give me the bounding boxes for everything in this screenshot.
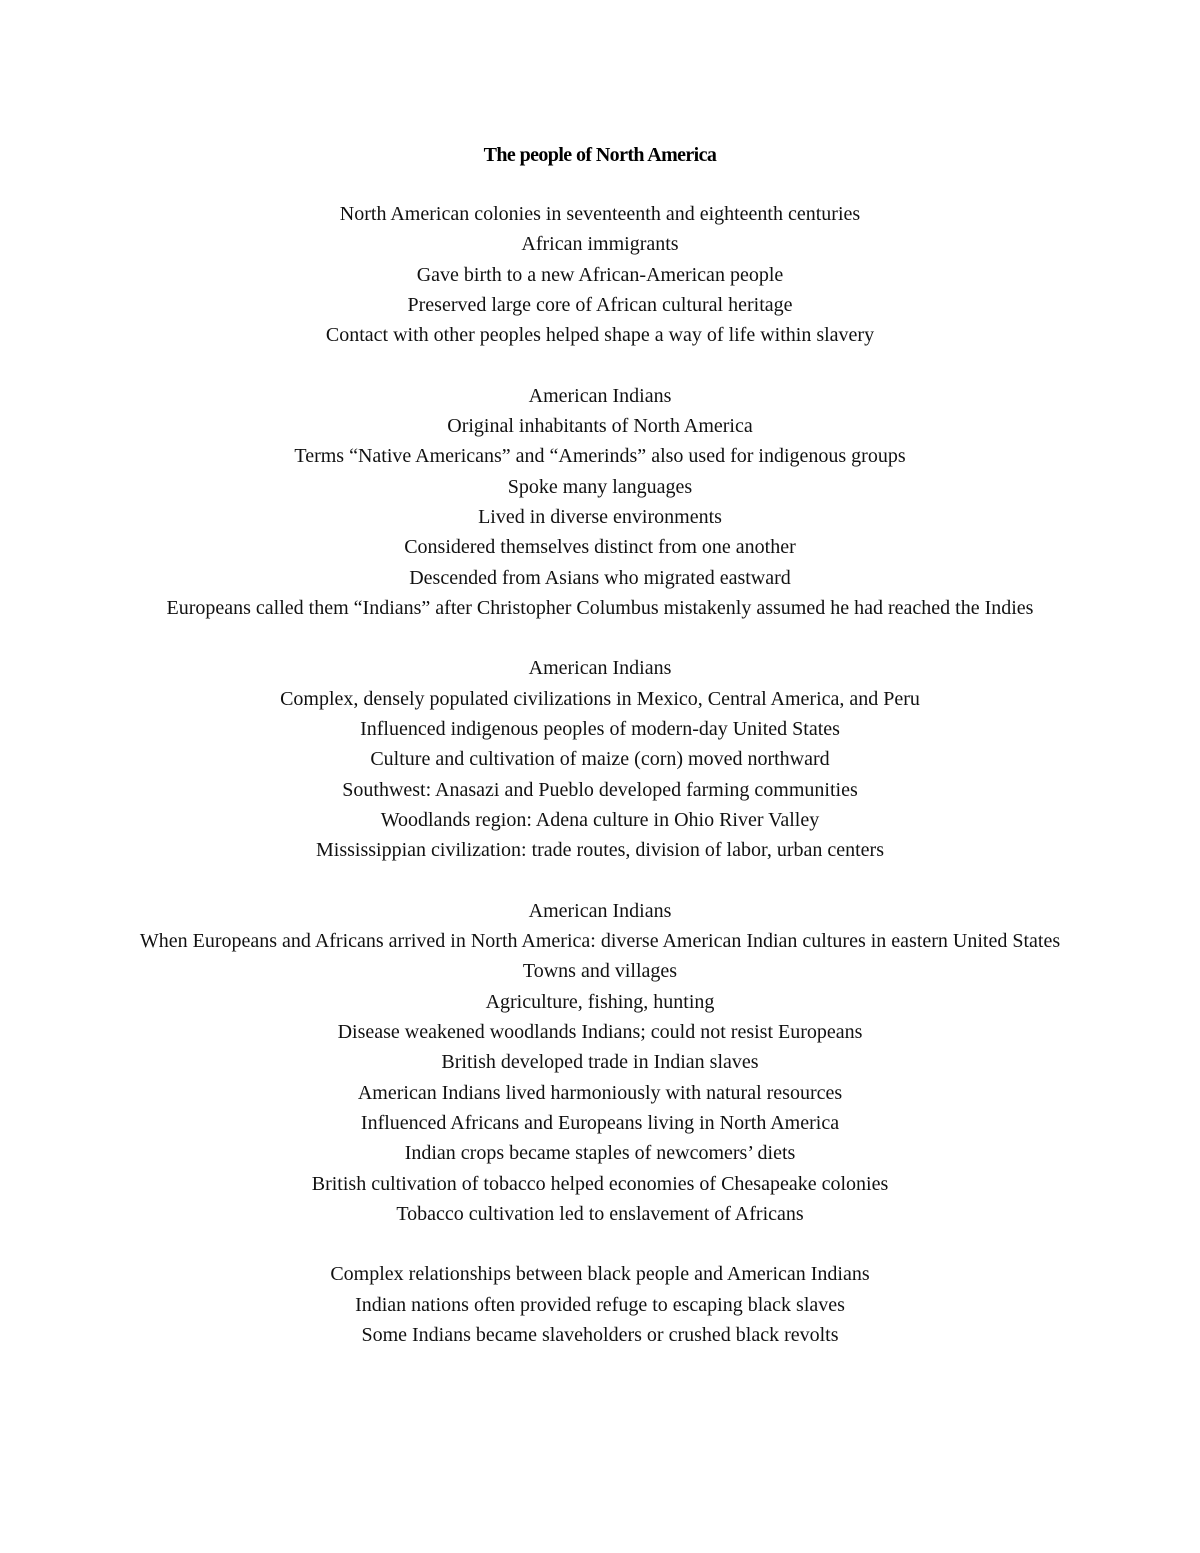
text-line: North American colonies in seventeenth and eighteenth centuries (339, 203, 861, 225)
text-line: American Indians lived harmoniously with natural resources (357, 1081, 843, 1104)
section-heading: American Indians (528, 384, 672, 407)
text-line: Preserved large core of African cultural heritage (407, 293, 793, 316)
text-line: Complex, densely populated civilizations in Mexico, Central America, and Peru (280, 687, 920, 710)
text-line: Europeans called them “Indians” after Christopher Columbus mistakenly assumed he had reached the Indies (166, 596, 1034, 619)
text-line: Some Indians became slaveholders or crushed black revolts (361, 1323, 839, 1346)
text-line: Disease weakened woodlands Indians; could not resist Europeans (337, 1021, 863, 1044)
text-line: Mississippian civilization: trade routes, division of labor, urban centers (316, 839, 884, 862)
text-line: Original inhabitants of North America (447, 415, 753, 438)
text-line: Spoke many languages (507, 475, 693, 498)
text-line: Influenced indigenous peoples of modern-day United States (360, 718, 840, 741)
text-line: When Europeans and Africans arrived in North America: diverse American Indian cultures in eastern United States (139, 930, 1061, 953)
text-line: Contact with other peoples helped shape a way of life within slavery (325, 324, 875, 347)
text-line: Woodlands region: Adena culture in Ohio River Valley (380, 808, 820, 831)
text-line: African immigrants (521, 233, 679, 256)
document-body (120, 199, 1080, 1350)
text-line: Influenced Africans and Europeans living in North America (360, 1111, 840, 1134)
text-line: Indian crops became staples of newcomers’ diets (404, 1142, 796, 1165)
text-line: Lived in diverse environments (478, 505, 722, 528)
section-colonies (120, 199, 1080, 350)
text-line: Descended from Asians who migrated eastward (409, 566, 791, 589)
text-line: Terms “Native Americans” and “Amerinds” also used for indigenous groups (294, 445, 906, 468)
text-line: British developed trade in Indian slaves (441, 1051, 759, 1074)
text-line: Complex relationships between black people and American Indians (330, 1263, 870, 1286)
text-line: Considered themselves distinct from one another (404, 536, 796, 559)
document-title: The people of North America (483, 144, 717, 166)
section-american-indians-origins (120, 381, 1080, 623)
text-line: Gave birth to a new African-American people (416, 263, 784, 286)
text-line: Indian nations often provided refuge to escaping black slaves (355, 1293, 845, 1316)
text-line: Towns and villages (522, 960, 678, 983)
text-line: Southwest: Anasazi and Pueblo developed farming communities (342, 778, 858, 801)
section-relationships (120, 1259, 1080, 1350)
section-american-indians-contact (120, 896, 1080, 1229)
text-line: Tobacco cultivation led to enslavement of Africans (396, 1202, 804, 1225)
text-line: Culture and cultivation of maize (corn) moved northward (370, 748, 830, 771)
text-line: British cultivation of tobacco helped economies of Chesapeake colonies (311, 1172, 889, 1195)
section-american-indians-civilizations (120, 653, 1080, 865)
section-heading: American Indians (528, 657, 672, 680)
text-line: Agriculture, fishing, hunting (485, 990, 715, 1013)
section-heading: American Indians (528, 899, 672, 922)
